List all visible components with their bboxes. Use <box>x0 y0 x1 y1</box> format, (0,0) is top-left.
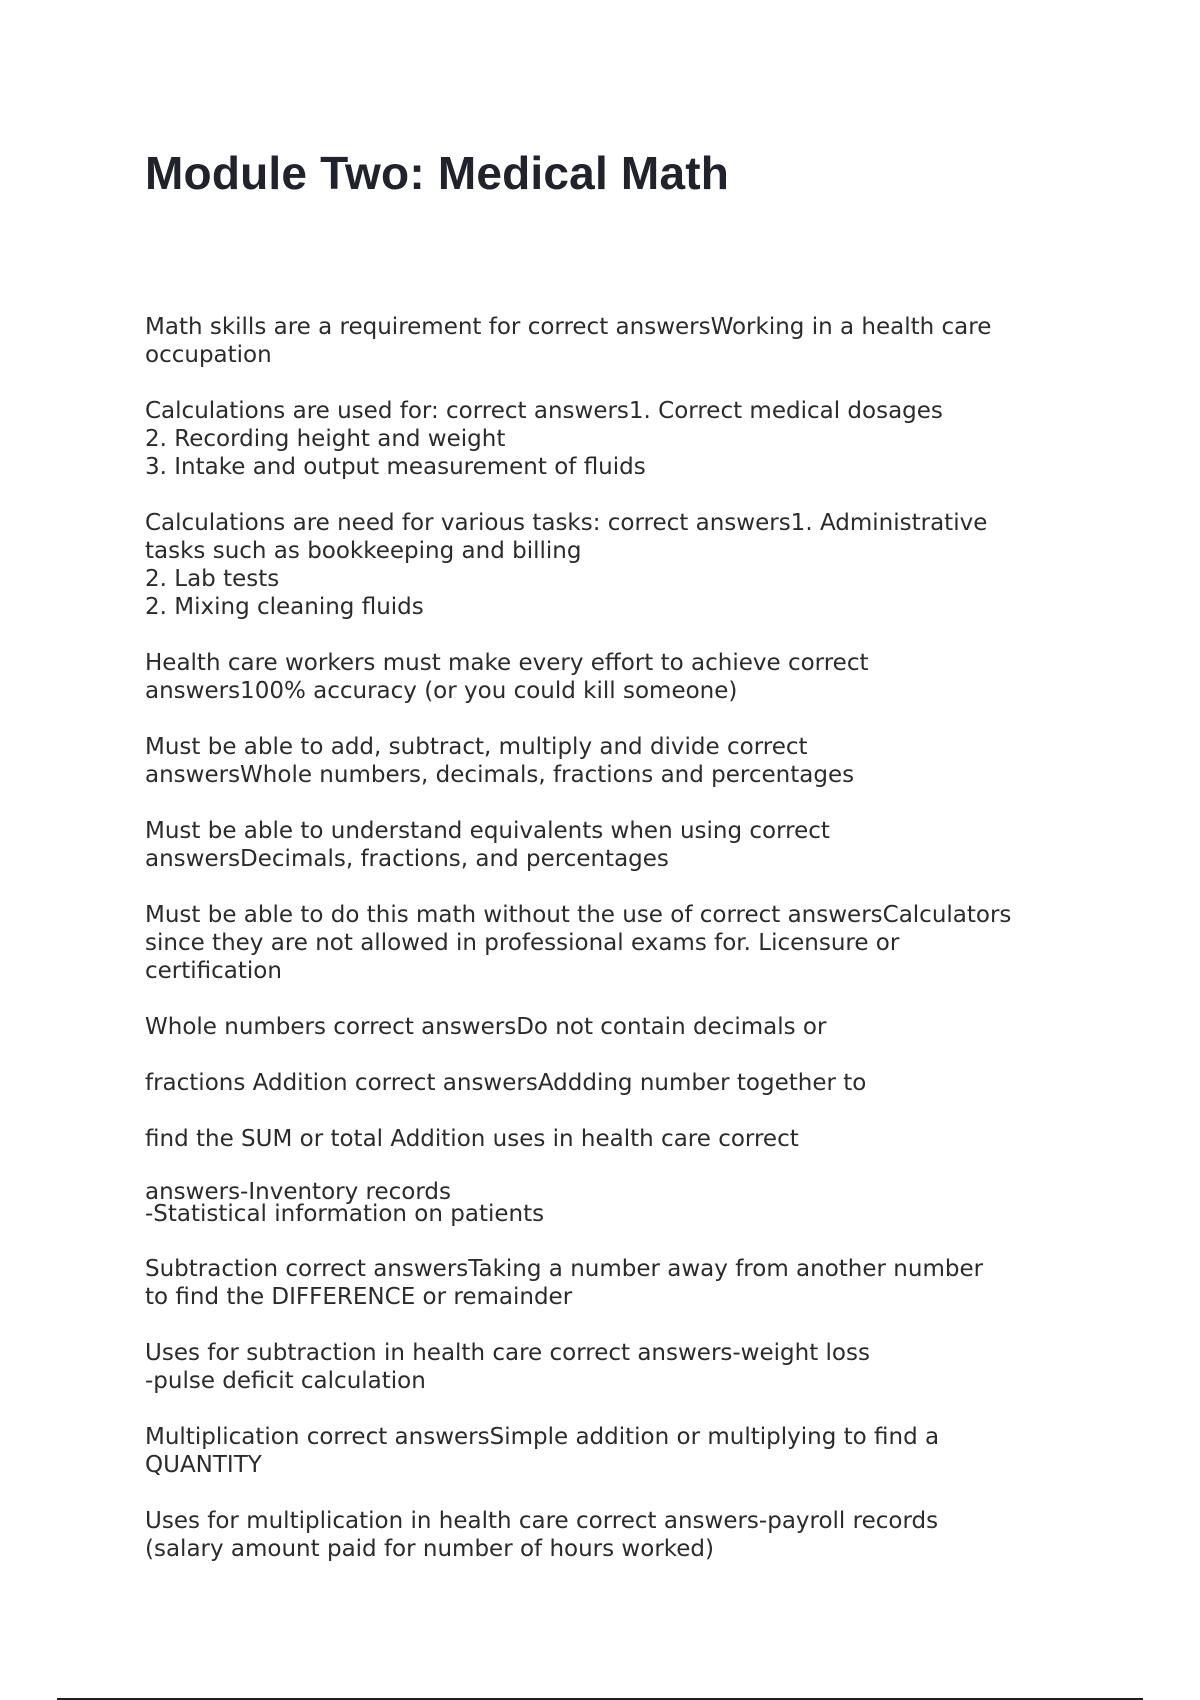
text-line: answersWhole numbers, decimals, fractions and percentages <box>145 762 855 788</box>
text-line: Uses for multiplication in health care correct answers-payroll records <box>145 1508 939 1534</box>
text-line: certification <box>145 958 282 984</box>
text-line: Calculations are used for: correct answers1. Correct medical dosages <box>145 398 943 424</box>
text-line: answers-Inventory records <box>145 1179 451 1205</box>
text-line: Multiplication correct answersSimple addition or multiplying to find a <box>145 1424 940 1450</box>
page-title: Module Two: Medical Math <box>145 147 730 199</box>
text-line: 2. Recording height and weight <box>145 426 506 452</box>
text-line: Whole numbers correct answersDo not contain decimals or <box>145 1014 827 1040</box>
paragraph-11 <box>145 1181 1075 1225</box>
text-line: Math skills are a requirement for correct answersWorking in a health care <box>145 314 992 340</box>
text-line: 3. Intake and output measurement of fluids <box>145 454 646 480</box>
text-line: Health care workers must make every effort to achieve correct <box>145 650 869 676</box>
paragraph-4 <box>145 649 1075 705</box>
document-body <box>145 313 1075 1591</box>
text-line: occupation <box>145 342 272 368</box>
text-line: Must be able to understand equivalents when using correct <box>145 818 830 844</box>
paragraph-10 <box>145 1125 1075 1153</box>
text-line: Must be able to do this math without the use of correct answersCalculators <box>145 902 1012 928</box>
text-line: QUANTITY <box>145 1452 262 1478</box>
paragraph-13 <box>145 1339 1075 1395</box>
paragraph-5 <box>145 733 1075 789</box>
paragraph-1 <box>145 313 1075 369</box>
text-line: -Statistical information on patients <box>145 1201 545 1227</box>
paragraph-6 <box>145 817 1075 873</box>
paragraph-8 <box>145 1013 1075 1041</box>
text-line: 2. Lab tests <box>145 566 280 592</box>
text-line: Calculations are need for various tasks: correct answers1. Administrative <box>145 510 988 536</box>
text-line: to find the DIFFERENCE or remainder <box>145 1284 573 1310</box>
text-line: -pulse deficit calculation <box>145 1368 426 1394</box>
paragraph-3 <box>145 509 1075 621</box>
text-line: Subtraction correct answersTaking a number away from another number <box>145 1256 984 1282</box>
text-line: fractions Addition correct answersAddding number together to <box>145 1070 867 1096</box>
paragraph-12 <box>145 1255 1075 1311</box>
paragraph-7 <box>145 901 1075 985</box>
text-line: find the SUM or total Addition uses in health care correct <box>145 1126 799 1152</box>
paragraph-2 <box>145 397 1075 481</box>
text-line: answers100% accuracy (or you could kill someone) <box>145 678 738 704</box>
text-line: 2. Mixing cleaning fluids <box>145 594 424 620</box>
paragraph-14 <box>145 1423 1075 1479</box>
text-line: answersDecimals, fractions, and percentages <box>145 846 669 872</box>
text-line: Uses for subtraction in health care correct answers-weight loss <box>145 1340 870 1366</box>
paragraph-15 <box>145 1507 1075 1563</box>
text-line: Must be able to add, subtract, multiply and divide correct <box>145 734 808 760</box>
text-line: (salary amount paid for number of hours worked) <box>145 1536 714 1562</box>
paragraph-9 <box>145 1069 1075 1097</box>
text-line: tasks such as bookkeeping and billing <box>145 538 582 564</box>
text-line: since they are not allowed in professional exams for. Licensure or <box>145 930 900 956</box>
